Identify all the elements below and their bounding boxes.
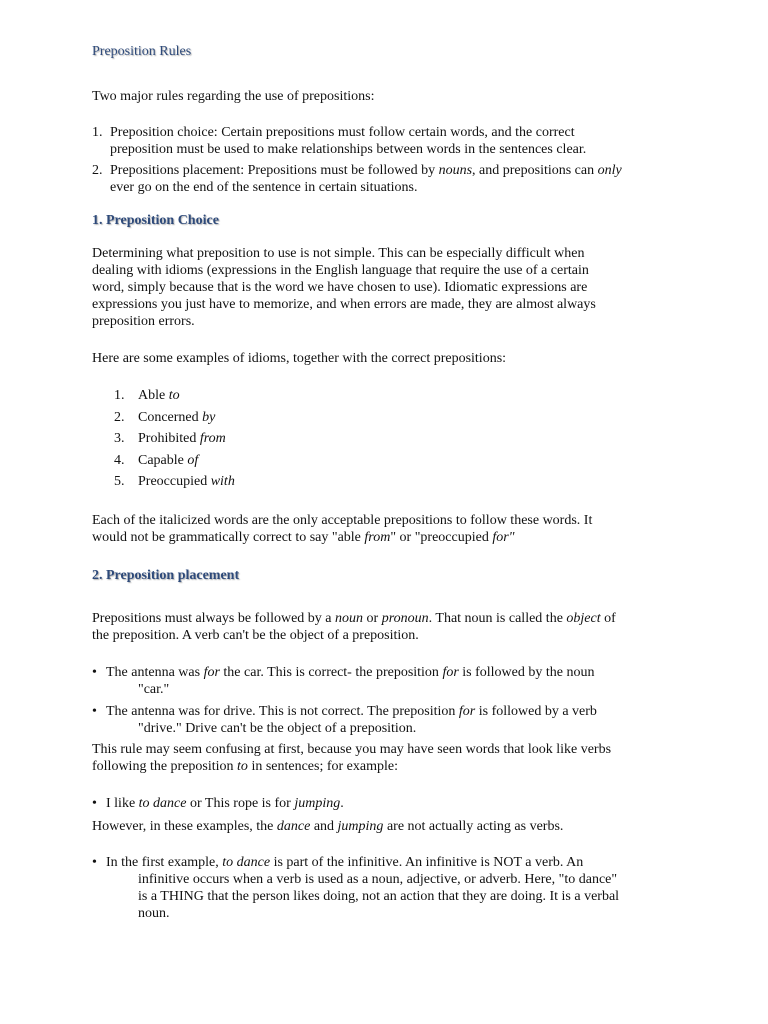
- examples-intro: Here are some examples of idioms, together with the correct prepositions:: [92, 351, 507, 366]
- page-title: Preposition Rules: [92, 44, 192, 59]
- bullet-icon: •: [92, 796, 97, 811]
- confusion-paragraph: This rule may seem confusing at first, because you may have seen words that look like verbs following the preposition to in sentences; for example:: [92, 742, 612, 774]
- rule-line: ever go on the end of the sentence in certain situations.: [110, 180, 418, 195]
- intro-text: Two major rules regarding the use of prepositions:: [92, 89, 375, 104]
- placement-paragraph: Prepositions must always be followed by a noun or pronoun. That noun is called the object of the preposition. A verb can't be the object of a preposition.: [92, 611, 616, 643]
- rule-line: preposition must be used to make relationships between words in the sentences clear.: [110, 142, 587, 157]
- list-number: 1.: [92, 125, 103, 140]
- document-page: Preposition Rules Two major rules regarding the use of prepositions: 1. Preposition choice: Certain prepositions must follow certain words, and the correct preposition must be used to make relationships between words in the sentences clear. 2. Prepositions placement: Prepositions must be followed by nouns, and prepositions can only ever go on the end of the sentence in certain situations. 1. Preposition Choice Determining what preposition to use is not simple. This can be especially difficult when dealing with idioms (expressions in the English language that require the use of a certain word, simply because that is the word we have chosen to use). Idiomatic expressions are expressions you just have to memorize, and when errors are made, they are almost always preposition errors. Here are some examples of idioms, together with the correct prepositions: 1. Able to 2. Concerned by 3. Prohibited from 4. Capable of 5. Preoccupied with Each of the italicized words are the only acceptable prepositions to follow these words. It would not be grammatically correct to say "able from" or "preoccupied for" 2. Preposition placement Prepositions must always be followed by a noun or pronoun. That noun is called the object of the preposition. A verb can't be the object of a preposition. • The antenna was for the car. This is correct- the preposition for is followed by the noun "car." • The antenna was for drive. This is not correct. The preposition for is followed by a verb "drive." Drive can't be the object of a preposition. This rule may seem confusing at first, because you may have seen words that look like verbs following the preposition to in sentences; for example: • I like to dance or This rope is for jumping. However, in these examples, the dance and jumping are not actually acting as verbs. • In the first example, to dance is part of the infinitive. An infinitive is NOT a verb. An infinitive occurs when a verb is used as a noun, adjective, or adverb. Here, "to dance" is a THING that the person likes doing, not an action that they are doing. It is a verbal noun.: [0, 0, 768, 1024]
- section-heading-preposition-choice: 1. Preposition Choice: [92, 213, 219, 228]
- bullet-icon: •: [92, 855, 97, 870]
- however-paragraph: However, in these examples, the dance and jumping are not actually acting as verbs.: [92, 819, 564, 834]
- bullet-icon: •: [92, 704, 97, 719]
- rule-line: Prepositions placement: Prepositions must be followed by nouns, and prepositions can only: [110, 163, 622, 178]
- italic-note-paragraph: Each of the italicized words are the only acceptable prepositions to follow these words. It would not be grammatically correct to say "able from" or "preoccupied for": [92, 513, 593, 545]
- choice-paragraph: Determining what preposition to use is not simple. This can be especially difficult when dealing with idioms (expressions in the English language that require the use of a certain word, simply because that is the word we have chosen to use). Idiomatic expressions are expressions you just have to memorize, and when errors are made, they are almost always preposition errors.: [92, 246, 596, 329]
- section-heading-preposition-placement: 2. Preposition placement: [92, 568, 240, 583]
- bullet-icon: •: [92, 665, 97, 680]
- rule-line: Preposition choice: Certain prepositions must follow certain words, and the correct: [110, 125, 575, 140]
- list-number: 2.: [92, 163, 103, 178]
